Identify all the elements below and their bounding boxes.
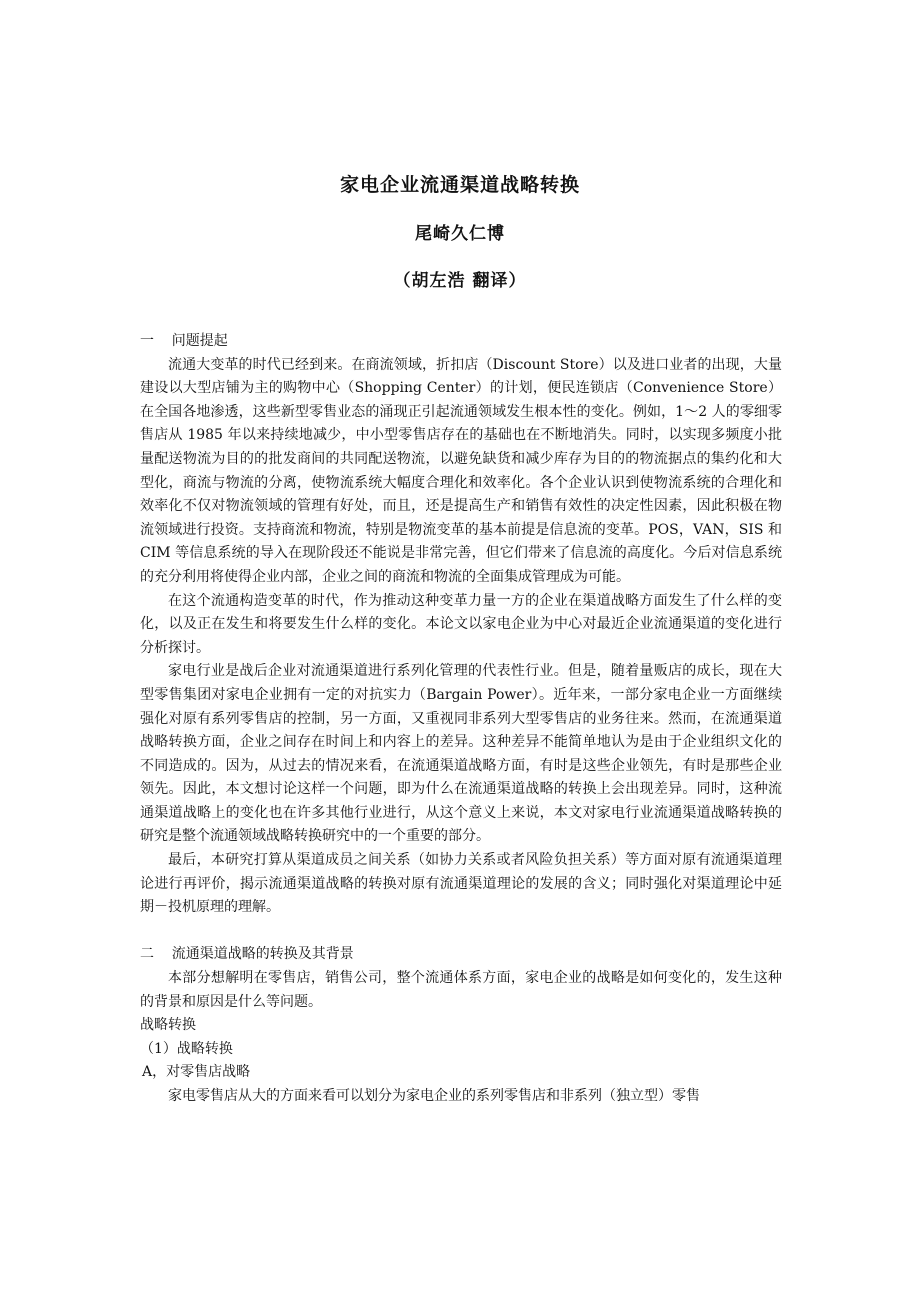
paragraph: 流通大变革的时代已经到来。在商流领域，折扣店（Discount Store）以及进口业者的出现，大量建设以大型店铺为主的购物中心（Shopping Center）的计划，便民连锁店（Convenience Store）在全国各地渗透，这些新型零售业态的涌现正引起流通领域发生根本性的变化。例如，1～2 人的零细零售店从 1985 年以来持续地减少，中小型零售店存在的基础也在不断地消失。同时，以实现多频度小批量配送物流为目的的批发商间的共同配送物流，以避免缺货和减少库存为目的的物流据点的集约化和大型化，商流与物流的分离，使物流系统大幅度合理化和效率化。各个企业认识到使物流系统的合理化和效率化不仅对物流领域的管理有好处，而且，还是提高生产和销售有效性的决定性因素，因此积极在物流领域进行投资。支持商流和物流，特别是物流变革的基本前提是信息流的变革。POS，VAN，SIS 和 CIM 等信息系统的导入在现阶段还不能说是非常完善，但它们带来了信息流的高度化。今后对信息系统的充分利用将使得企业内部，企业之间的商流和物流的全面集成管理成为可能。 [140,356,782,585]
paragraph: 本部分想解明在零售店，销售公司，整个流通体系方面，家电企业的战略是如何变化的，发生这种的背景和原因是什么等问题。 [140,970,782,1010]
paragraph: 家电行业是战后企业对流通渠道进行系列化管理的代表性行业。但是，随着量贩店的成长，现在大型零售集团对家电企业拥有一定的对抗实力（Bargain Power）。近年来，一部分家电企业一方面继续强化对原有系列零售店的控制，另一方面，又重视同非系列大型零售店的业务往来。然而，在流通渠道战略转换方面，企业之间存在时间上和内容上的差异。这种差异不能简单地认为是由于企业组织文化的不同造成的。因为，从过去的情况来看，在流通渠道战略方面，有时是这些企业领先，有时是那些企业领先。因此，本文想讨论这样一个问题，即为什么在流通渠道战略的转换上会出现差异。同时，这种流通渠道战略上的变化也在许多其他行业进行，从这个意义上来说，本文对家电行业流通渠道战略转换的研究是整个流通领域战略转换研究中的一个重要的部分。 [140,663,782,845]
subsection-heading: A，对零售店战略 [142,1064,251,1081]
paragraph: 最后，本研究打算从渠道成员之间关系（如协力关系或者风险负担关系）等方面对原有流通渠道理论进行再评价，揭示流通渠道战略的转换对原有流通渠道理论的发展的含义；同时强化对渠道理论中延期－投机原理的理解。 [140,852,782,916]
document-author: 尾崎久仁博 [415,224,505,244]
subsection-heading: 战略转换 [140,1017,196,1034]
paragraph: 在这个流通构造变革的时代，作为推动这种变革力量一方的企业在渠道战略方面发生了什么样的变化，以及正在发生和将要发生什么样的变化。本论文以家电企业为中心对最近企业流通渠道的变化进行分析探讨。 [140,592,782,656]
document-title: 家电企业流通渠道战略转换 [339,174,580,196]
section-heading-2: 二 流通渠道战略的转换及其背景 [140,946,354,963]
document-body [140,330,782,1109]
subsection-heading: （1）战略转换 [140,1040,233,1057]
document-translator: （胡左浩 翻译） [393,271,527,291]
paragraph: 家电零售店从大的方面来看可以划分为家电企业的系列零售店和非系列（独立型）零售 [168,1088,700,1104]
section-heading-1: 一 问题提起 [140,333,228,349]
